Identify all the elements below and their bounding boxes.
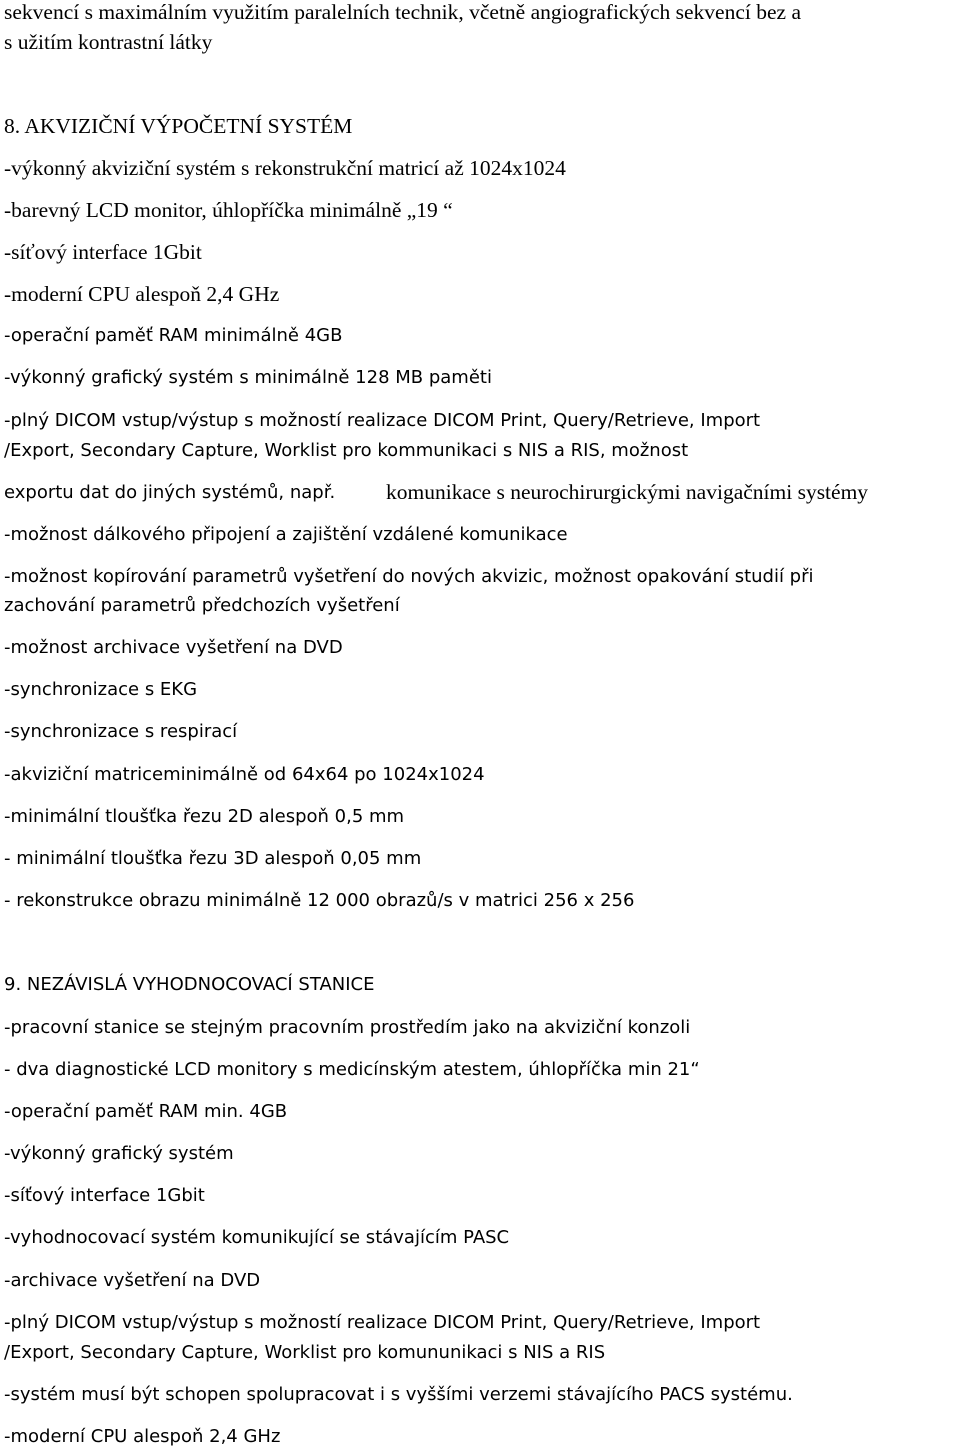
list-item: komunikace s neurochirurgickými navigačními systémy (386, 480, 869, 504)
list-item: -operační paměť RAM minimálně 4GB (4, 325, 343, 346)
list-item: - rekonstrukce obrazu minimálně 12 000 obrazů/s v matrici 256 x 256 (4, 890, 635, 911)
list-item: -minimální tloušťka řezu 2D alespoň 0,5 mm (4, 806, 405, 827)
section-8-heading: 8. AKVIZIČNÍ VÝPOČETNÍ SYSTÉM (4, 114, 353, 138)
list-item: -možnost dálkového připojení a zajištění vzdálené komunikace (4, 524, 568, 545)
list-item: -síťový interface 1Gbit (4, 1185, 205, 1206)
list-item: -systém musí být schopen spolupracovat i s vyššími verzemi stávajícího PACS systému. (4, 1384, 793, 1405)
list-item: -akviziční matriceminimálně od 64x64 po 1024x1024 (4, 764, 485, 785)
list-item: -synchronizace s EKG (4, 679, 198, 700)
list-item: -plný DICOM vstup/výstup s možností realizace DICOM Print, Query/Retrieve, Import (4, 1312, 761, 1333)
list-item: -možnost kopírování parametrů vyšetření do nových akvizic, možnost opakování studií při (4, 566, 814, 587)
list-item: zachování parametrů předchozích vyšetření (4, 595, 400, 616)
list-item: /Export, Secondary Capture, Worklist pro kommunikaci s NIS a RIS, možnost (4, 440, 689, 461)
list-item: -síťový interface 1Gbit (4, 240, 202, 264)
list-item: -pracovní stanice se stejným pracovním prostředím jako na akviziční konzoli (4, 1017, 691, 1038)
section-9-heading: 9. NEZÁVISLÁ VYHODNOCOVACÍ STANICE (4, 974, 375, 995)
list-item: -plný DICOM vstup/výstup s možností realizace DICOM Print, Query/Retrieve, Import (4, 410, 761, 431)
list-item: - dva diagnostické LCD monitory s medicínským atestem, úhlopříčka min 21“ (4, 1059, 700, 1080)
intro-line-1: sekvencí s maximálním využitím paralelních technik, včetně angiografických sekvencí bez a (4, 0, 801, 24)
list-item: -moderní CPU alespoň 2,4 GHz (4, 1426, 281, 1447)
list-item: -moderní CPU alespoň 2,4 GHz (4, 282, 280, 306)
list-item: exportu dat do jiných systémů, např. (4, 482, 336, 503)
list-item: -výkonný grafický systém (4, 1143, 234, 1164)
list-item: -synchronizace s respirací (4, 721, 238, 742)
list-item: -barevný LCD monitor, úhlopříčka minimálně „19 “ (4, 198, 453, 222)
list-item: -výkonný grafický systém s minimálně 128 MB paměti (4, 367, 492, 388)
list-item: -vyhodnocovací systém komunikující se stávajícím PASC (4, 1227, 510, 1248)
list-item: -možnost archivace vyšetření na DVD (4, 637, 343, 658)
list-item: - minimální tloušťka řezu 3D alespoň 0,05 mm (4, 848, 422, 869)
list-item: /Export, Secondary Capture, Worklist pro komununikaci s NIS a RIS (4, 1342, 606, 1363)
intro-line-2: s užitím kontrastní látky (4, 30, 213, 54)
list-item: -archivace vyšetření na DVD (4, 1270, 261, 1291)
list-item: -výkonný akviziční systém s rekonstrukční matricí až 1024x1024 (4, 156, 566, 180)
list-item: -operační paměť RAM min. 4GB (4, 1101, 288, 1122)
